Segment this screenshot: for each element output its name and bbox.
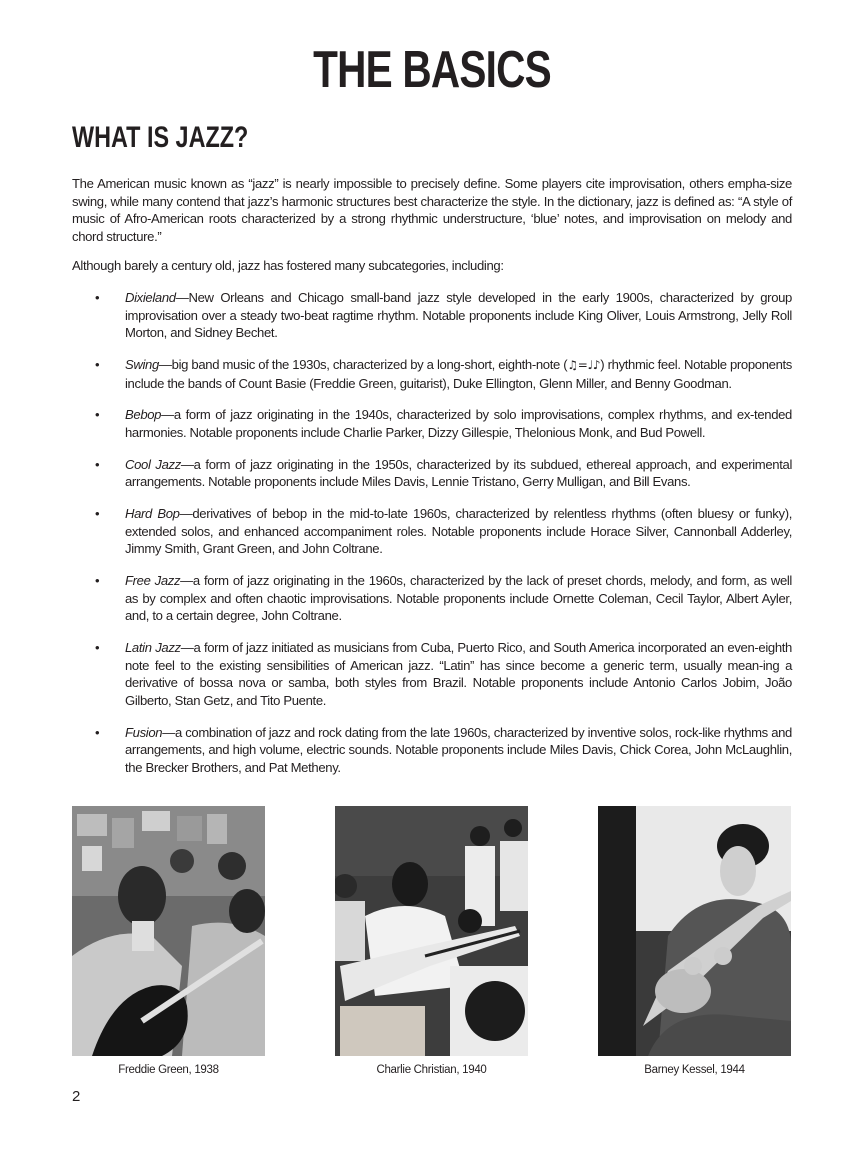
term: Swing [125,356,159,372]
description: —a combination of jazz and rock dating from the late 1960s, characterized by inventive solos, rock-like rhythms and arrangements, and high volume, electric sounds. Notable proponents include Miles Davis, Chick Corea, John McLaughlin, the Brecker Brothers, and Pat Metheny. [125,724,792,775]
swing-rhythm-notation-icon: ♫=♩♪ [567,357,601,372]
bullet-icon: • [95,573,100,589]
photo-caption: Freddie Green, 1938 [118,1064,219,1076]
page-title: THE BASICS [313,41,551,99]
list-item-hard-bop [72,505,792,558]
subcategory-list [72,289,792,791]
photo-illustration [72,806,265,1056]
list-item-bebop [72,406,792,441]
photo-caption: Barney Kessel, 1944 [644,1064,745,1076]
photo-illustration [335,806,528,1056]
description: —derivatives of bebop in the mid-to-late 1960s, characterized by relentless rhythms (often bluesy or funky), extended solos, and enhanced accompaniment roles. Notable proponents include Horace Silver, Cannonball Adderley, Jimmy Smith, Grant Green, and John Coltrane. [125,506,792,557]
bullet-icon: • [95,290,100,305]
description: —a form of jazz originating in the 1940s, characterized by solo improvisations, complex rhythms, and ex-tended harmonies. Notable proponents include Charlie Parker, Dizzy Gillespie, Thelonious Monk, and Bud Powell. [125,407,792,440]
description: —a form of jazz initiated as musicians from Cuba, Puerto Rico, and South America incorporated an even-eighth note feel to the existing sensibilities of American jazz. “Latin” has since become a generic term, usually mean-ing a derivative of bossa nova or samba, both styles from Brazil. Notable proponents include Antonio Carlos Jobim, João Gilberto, Stan Getz, and Tito Puente. [125,640,792,708]
term: Latin Jazz [125,640,181,656]
description: —a form of jazz originating in the 1960s, characterized by the lack of preset chords, melody, and form, as well as by complex and often chaotic improvisations. Notable proponents include Ornette Coleman, Cecil Taylor, Albert Ayler, and, to a certain degree, John Coltrane. [125,573,792,624]
term: Free Jazz [125,573,181,589]
list-item-cool-jazz [72,456,792,491]
intro-paragraph: The American music known as “jazz” is nearly impossible to precisely define. Some players cite improvisation, others empha-size swing, while many contend that jazz’s harmonic structures best characterize the style. In the dictionary, jazz is defined as: “A style of music of Afro-American roots characterized by a strong rhythmic understructure, ‘blue’ notes, and improvisation on melody and chord structure.” [72,176,792,244]
description: —big band music of the 1930s, characterized by a long-short, eighth-note ( [158,356,568,372]
photo-freddie-green [72,806,265,1056]
term: Hard Bop [125,506,180,522]
bullet-icon: • [95,506,100,522]
bullet-icon: • [95,407,100,423]
list-item-free-jazz [72,572,792,625]
bullet-icon: • [95,356,100,372]
subcategories-intro: Although barely a century old, jazz has fostered many subcategories, including: [72,258,504,273]
page-number: 2 [72,1088,81,1105]
term: Bebop [125,407,162,423]
photo-illustration [598,806,791,1056]
section-heading: WHAT IS JAZZ? [72,121,249,154]
list-item-fusion [72,724,792,777]
list-item-swing [72,356,792,392]
term: Fusion [125,724,163,740]
bullet-icon: • [95,724,100,740]
photo-barney-kessel [598,806,791,1056]
photo-caption: Charlie Christian, 1940 [376,1064,487,1076]
bullet-icon: • [95,640,100,656]
description-continued: ) rhythmic feel. Notable proponents include the bands of Count Basie (Freddie Green, guitarist), Duke Ellington, Glenn Miller, and Benny Goodman. [125,356,792,391]
description: —New Orleans and Chicago small-band jazz style developed in the early 1900s, characterized by group improvisation over a steady two-beat ragtime rhythm. Notable proponents include King Oliver, Louis Armstrong, Jelly Roll Morton, and Sidney Bechet. [125,290,792,341]
term: Dixieland [125,290,176,305]
term: Cool Jazz [125,456,181,472]
bullet-icon: • [95,456,100,472]
description: —a form of jazz originating in the 1950s, characterized by its subdued, ethereal approach, and experimental arrangements. Notable proponents include Miles Davis, Lennie Tristano, Gerry Mulligan, and Bill Evans. [125,456,793,490]
photo-charlie-christian [335,806,528,1056]
list-item-dixieland [72,289,792,342]
list-item-latin-jazz [72,639,792,709]
